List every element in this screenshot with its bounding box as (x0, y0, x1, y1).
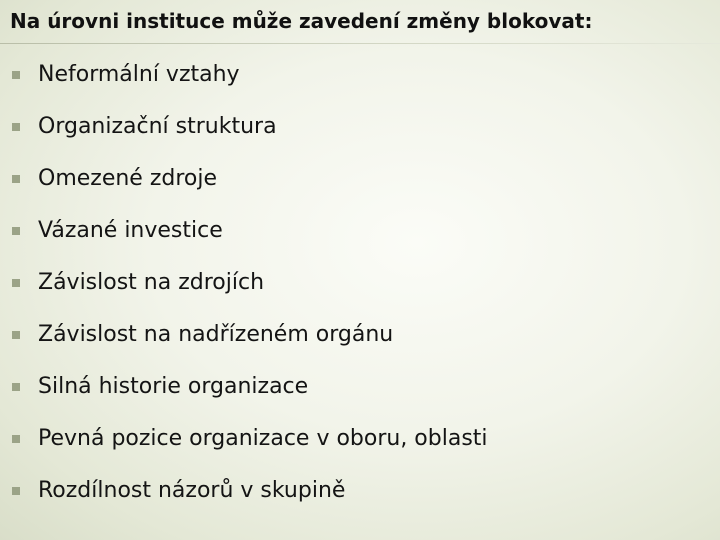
bullet-text: Silná historie organizace (38, 374, 309, 399)
square-bullet-icon (12, 71, 20, 79)
bullet-text: Neformální vztahy (38, 62, 240, 87)
bullet-text: Závislost na nadřízeném orgánu (38, 322, 394, 347)
square-bullet-icon (12, 227, 20, 235)
bullet-text: Vázané investice (38, 218, 223, 243)
bullet-text: Omezené zdroje (38, 166, 218, 191)
square-bullet-icon (12, 279, 20, 287)
slide-title: Na úrovni instituce může zavedení změny blokovat: (10, 9, 593, 33)
bullet-text: Organizační struktura (38, 114, 277, 139)
square-bullet-icon (12, 331, 20, 339)
bullet-text: Závislost na zdrojích (38, 270, 265, 295)
bullet-text: Pevná pozice organizace v oboru, oblasti (38, 426, 488, 451)
square-bullet-icon (12, 487, 20, 495)
bullet-text: Rozdílnost názorů v skupině (38, 478, 346, 503)
title-divider (0, 43, 720, 44)
square-bullet-icon (12, 435, 20, 443)
square-bullet-icon (12, 123, 20, 131)
square-bullet-icon (12, 383, 20, 391)
square-bullet-icon (12, 175, 20, 183)
